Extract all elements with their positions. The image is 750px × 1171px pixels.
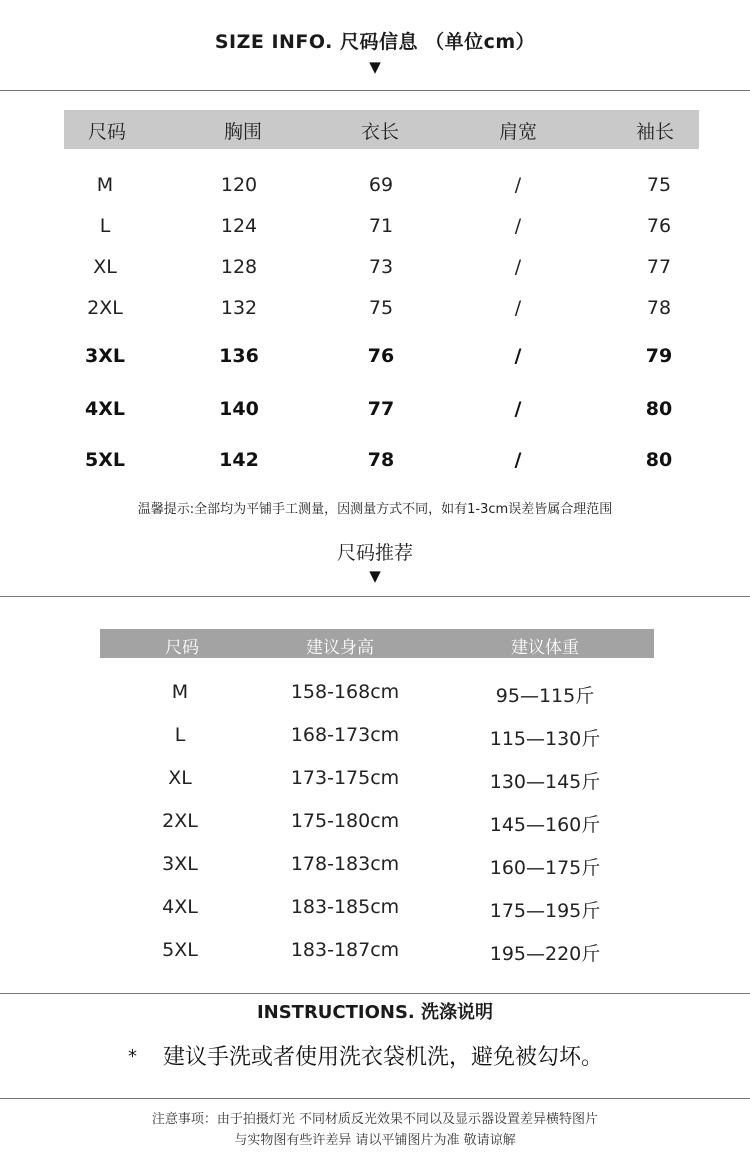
height-cell: 183-185cm	[290, 896, 400, 918]
height-cell: 173-175cm	[290, 767, 400, 789]
size-cell: M	[96, 174, 114, 196]
size-table-row	[0, 256, 750, 286]
size-cell: L	[174, 724, 186, 746]
recommend-header-size: 尺码	[165, 638, 199, 658]
size-cell: 2XL	[162, 810, 198, 832]
chest-cell: 128	[220, 256, 258, 278]
length-cell: 75	[368, 297, 394, 319]
size-cell: XL	[93, 256, 117, 278]
size-cell: 2XL	[87, 297, 123, 319]
instructions-text: 建议手洗或者使用洗衣袋机洗，避免被勾坏。	[163, 1045, 604, 1070]
weight-cell: 145—160斤	[489, 814, 601, 836]
sleeve-cell: 80	[645, 398, 673, 420]
height-cell: 183-187cm	[290, 939, 400, 961]
weight-cell: 115—130斤	[489, 728, 601, 750]
length-cell: 73	[368, 256, 394, 278]
divider	[0, 993, 750, 994]
weight-cell: 130—145斤	[489, 771, 601, 793]
footer-note-line-2: 与实物图有些许差异 请以平铺图片为准 敬请谅解	[234, 1133, 516, 1148]
weight-cell: 95—115斤	[495, 685, 595, 707]
asterisk-icon: *	[128, 1046, 137, 1067]
size-cell: 3XL	[85, 345, 125, 367]
sleeve-cell: 80	[645, 449, 673, 471]
chest-cell: 132	[220, 297, 258, 319]
sleeve-cell: 78	[646, 297, 672, 319]
shoulder-cell: /	[514, 215, 522, 237]
shoulder-cell: /	[514, 398, 522, 420]
divider	[0, 1098, 750, 1099]
length-cell: 69	[368, 174, 394, 196]
shoulder-cell: /	[514, 297, 522, 319]
recommend-table-row	[0, 767, 750, 793]
size-info-title: SIZE INFO. 尺码信息 （单位cm）	[214, 31, 536, 53]
height-cell: 168-173cm	[290, 724, 400, 746]
chest-cell: 124	[220, 215, 258, 237]
recommend-table-row	[0, 939, 750, 965]
divider	[0, 90, 750, 91]
sleeve-cell: 76	[646, 215, 672, 237]
size-cell: 5XL	[85, 449, 125, 471]
size-table-row	[0, 398, 750, 428]
size-cell: L	[99, 215, 111, 237]
instructions-title: INSTRUCTIONS. 洗涤说明	[256, 1002, 494, 1023]
size-cell: 4XL	[85, 398, 125, 420]
height-cell: 175-180cm	[290, 810, 400, 832]
size-cell: M	[171, 681, 189, 703]
recommend-header-height: 建议身高	[306, 638, 374, 658]
recommend-table-row	[0, 724, 750, 750]
measurement-note: 温馨提示:全部均为平铺手工测量，因测量方式不同，如有1-3cm误差皆属合理范围	[137, 502, 613, 517]
chest-cell: 140	[219, 398, 259, 420]
size-table-row	[0, 449, 750, 479]
length-cell: 71	[368, 215, 394, 237]
sleeve-cell: 75	[646, 174, 672, 196]
size-header-chest: 胸围	[223, 121, 262, 143]
chest-cell: 120	[220, 174, 258, 196]
length-cell: 76	[367, 345, 395, 367]
recommend-table-row	[0, 853, 750, 879]
height-cell: 158-168cm	[290, 681, 400, 703]
size-table-row	[0, 174, 750, 204]
size-table-row	[0, 297, 750, 327]
size-cell: 5XL	[162, 939, 198, 961]
recommend-table-row	[0, 810, 750, 836]
recommend-header-weight: 建议体重	[511, 638, 579, 658]
weight-cell: 160—175斤	[489, 857, 601, 879]
length-cell: 78	[367, 449, 395, 471]
sleeve-cell: 79	[645, 345, 673, 367]
chest-cell: 142	[219, 449, 259, 471]
down-arrow-icon: ▼	[369, 567, 381, 585]
shoulder-cell: /	[514, 256, 522, 278]
size-table-row	[0, 215, 750, 245]
footer-note-line-1: 注意事项：由于拍摄灯光 不同材质反光效果不同以及显示器设置差异横特图片	[151, 1112, 599, 1127]
recommend-table-row	[0, 681, 750, 707]
size-table-row	[0, 345, 750, 375]
weight-cell: 175—195斤	[489, 900, 601, 922]
size-cell: 4XL	[162, 896, 198, 918]
size-header-sleeve: 袖长	[635, 121, 674, 143]
recommend-table-row	[0, 896, 750, 922]
length-cell: 77	[367, 398, 395, 420]
chest-cell: 136	[219, 345, 259, 367]
size-recommend-title: 尺码推荐	[336, 542, 413, 564]
height-cell: 178-183cm	[290, 853, 400, 875]
down-arrow-icon: ▼	[369, 58, 381, 76]
size-cell: 3XL	[162, 853, 198, 875]
size-header-shoulder: 肩宽	[498, 121, 537, 143]
size-cell: XL	[168, 767, 192, 789]
size-header-size: 尺码	[87, 121, 126, 143]
shoulder-cell: /	[514, 345, 522, 367]
shoulder-cell: /	[514, 174, 522, 196]
shoulder-cell: /	[514, 449, 522, 471]
sleeve-cell: 77	[646, 256, 672, 278]
size-header-length: 衣长	[360, 121, 399, 143]
divider	[0, 596, 750, 597]
weight-cell: 195—220斤	[489, 943, 601, 965]
